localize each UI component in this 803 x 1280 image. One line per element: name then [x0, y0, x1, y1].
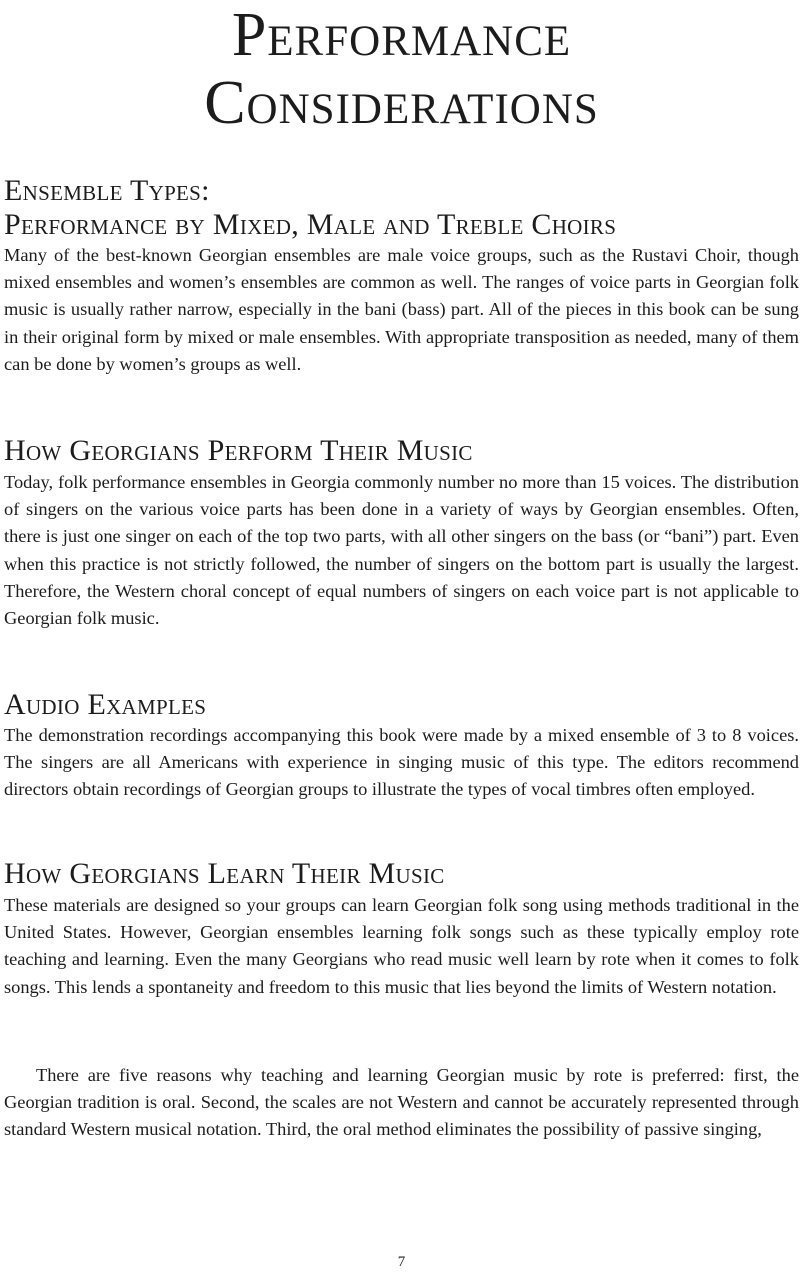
- page-title-line-2: Considerations: [204, 69, 599, 137]
- paragraph-ensemble-types: Many of the best-known Georgian ensembles are male voice groups, such as the Rustavi Choir, though mixed ensembles and women’s ensembles are common as well. The ranges of voice parts in Georgian folk music is usually rather narrow, especially in the bani (bass) part. All of the pieces in this book can be sung in their original form by mixed or male ensembles. With appropriate transposition as needed, many of them can be done by women’s groups as well.: [4, 245, 799, 374]
- paragraph-how-georgians-learn-1: These materials are designed so your groups can learn Georgian folk song using methods traditional in the United States. However, Georgian ensembles learning folk songs such as these typically employ rote teaching and learning. Even the many Georgians who read music well learn by rote when it comes to folk songs. This lends a spontaneity and freedom to this music that lies beyond the limits of Western notation.: [4, 895, 799, 997]
- paragraph-audio-examples: The demonstration recordings accompanying this book were made by a mixed ensemble of 3 to 8 voices. The singers are all Americans with experience in singing music of this type. The editors recommend directors obtain recordings of Georgian groups to illustrate the types of vocal timbres often employed.: [4, 725, 799, 800]
- section-heading-audio-examples: Audio Examples: [4, 688, 207, 721]
- page-number: 7: [397, 1254, 406, 1270]
- section-heading-ensemble-types-line-1: Ensemble Types:: [4, 174, 210, 207]
- paragraph-how-georgians-perform: Today, folk performance ensembles in Georgia commonly number no more than 15 voices. The distribution of singers on the various voice parts has been done in a variety of ways by Georgian ensembles. Often, there is just one singer on each of the top two parts, with all other singers on the bass (or “bani”) part. Even when this practice is not strictly followed, the number of singers on the bottom part is usually the largest. Therefore, the Western choral concept of equal numbers of singers on each voice part is not applicable to Georgian folk music.: [4, 472, 799, 629]
- section-heading-how-georgians-perform: How Georgians Perform Their Music: [4, 434, 473, 467]
- section-heading-how-georgians-learn: How Georgians Learn Their Music: [4, 857, 445, 890]
- page-title-line-1: Performance: [231, 1, 572, 69]
- section-heading-ensemble-types-line-2: Performance by Mixed, Male and Treble Choirs: [4, 208, 617, 241]
- paragraph-how-georgians-learn-2: There are five reasons why teaching and learning Georgian music by rote is preferred: first, the Georgian tradition is oral. Second, the scales are not Western and cannot be accurately represented through standard Western musical notation. Third, the oral method eliminates the possibility of passive singing,: [4, 1065, 799, 1140]
